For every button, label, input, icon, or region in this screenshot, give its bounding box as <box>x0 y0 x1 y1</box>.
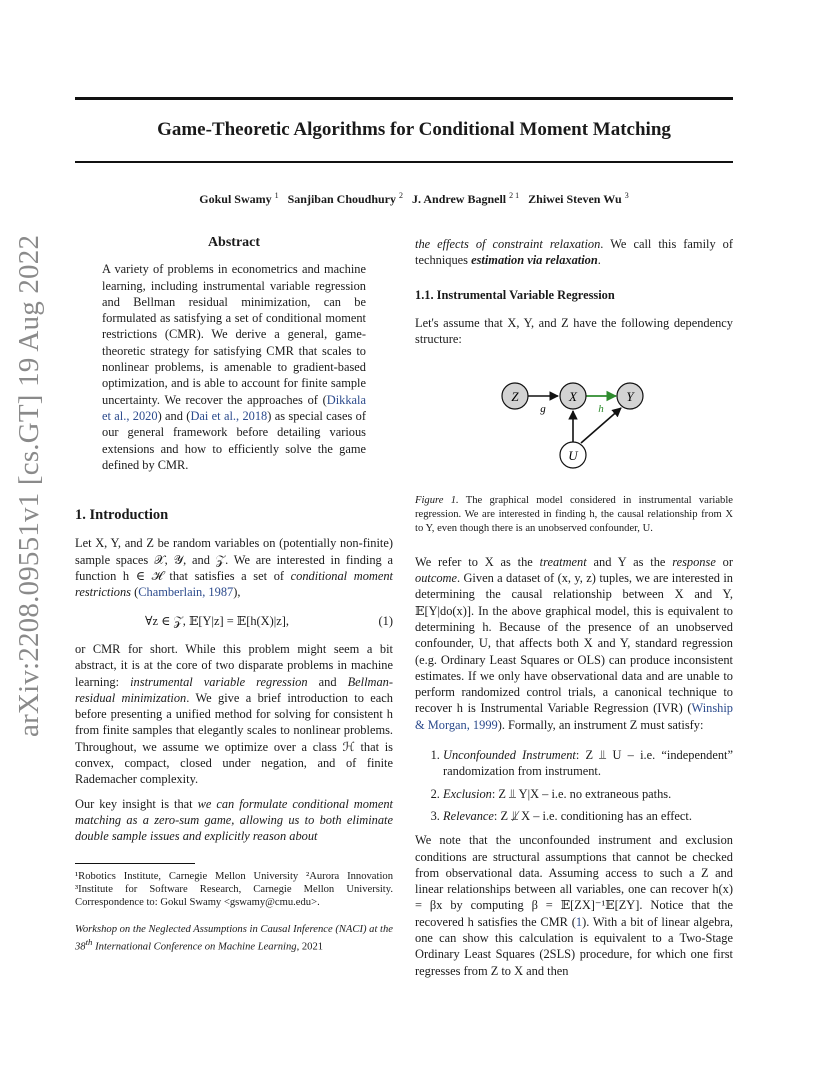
list-item <box>443 786 733 802</box>
author-affiliation-mark: 2 1 <box>509 191 520 200</box>
emphasis-text: response <box>672 554 716 569</box>
text-run: Our key insight is that <box>75 796 198 811</box>
list-item-term: Relevance <box>443 808 494 823</box>
abstract-text-part: A variety of problems in econometrics and machine learning, including instrumental variable regression and Bellman residual minimization, can be formulated as satisfying a set of conditional moment restrictions (CMR). We derive a general, game-theoretic strategy for satisfying CMR that scales to nonlinear problems, is amenable to gradient-based optimization, and is able to account for finite sample uncertainty. We recover the approaches of ( <box>102 262 366 407</box>
venue-text: International Conference on Machine Learning <box>92 941 297 953</box>
figure-caption <box>415 494 733 536</box>
text-run: ). Formally, an instrument Z must satisfy: <box>497 717 704 732</box>
abstract-text <box>102 261 366 473</box>
citation-link[interactable]: Chamberlain, 1987 <box>138 585 234 600</box>
author-affiliation-mark: 1 <box>274 191 279 200</box>
paper-title: Game-Theoretic Algorithms for Conditional Moment Matching <box>157 119 671 140</box>
affiliation-footnote: ¹Robotics Institute, Carnegie Mellon University ²Aurora Innovation ³Institute for Software Research, Carnegie Mellon University. Correspondence to: Gokul Swamy <gswamy@cmu.edu>. <box>75 870 393 908</box>
section-heading: 1. Introduction <box>75 507 169 524</box>
list-item-text: : Z ⫫ U – i.e. “independent” randomization from instrument. <box>443 748 733 779</box>
title-bottom-rule <box>75 161 733 163</box>
abstract-heading: Abstract <box>207 235 261 250</box>
text-run: and <box>307 674 348 689</box>
text-run: ( <box>131 585 139 600</box>
right-column <box>415 236 733 987</box>
caption-label: Figure 1. <box>415 494 459 506</box>
emphasis-text: conditional moment restrictions <box>75 569 393 600</box>
abstract-text-part: ) and ( <box>157 408 191 423</box>
node-u-label: U <box>568 448 578 464</box>
text-run: . <box>597 253 601 268</box>
author-name: J. Andrew Bagnell <box>412 192 507 206</box>
emphasis-text: treatment <box>539 554 587 569</box>
list-item-text: : Z ⫫̸ X – i.e. conditioning has an effect. <box>493 808 692 823</box>
equation-reference-link[interactable]: 1 <box>575 914 583 929</box>
strong-emphasis-text: estimation via relaxation <box>471 253 598 268</box>
text-run: . We give a brief introduction to each before presenting a unified method for solving for consistent h from finite samples that elegantly scales to nonlinear problems. Throughout, we assume we optimize over a class ℋ that is convex, compact, closed under negation, and of finite Rademacher complexity. <box>75 690 393 787</box>
text-run: or <box>715 554 733 569</box>
body-paragraph <box>415 554 733 733</box>
intro-paragraph <box>75 535 393 600</box>
footnote-rule <box>75 863 195 864</box>
author-affiliation-mark: 3 <box>624 191 629 200</box>
causal-graph-diagram <box>415 357 733 485</box>
text-run: Let X, Y, and Z be random variables on (potentially non-finite) sample spaces 𝒳, 𝒴, and 𝒵. We are interested in finding a function h ∈ ℋ that satisfies a set of <box>75 536 393 584</box>
node-x-label: X <box>569 389 577 405</box>
emphasis-text: instrumental variable regression <box>130 674 308 689</box>
node-y-label: Y <box>626 389 634 405</box>
intro-paragraph <box>75 641 393 788</box>
text-run: . Given a dataset of (x, y, z) tuples, we are interested in determining the causal relationship between X and Y, 𝔼[Y|do(x)]. In the above graphical model, this is equivalent to determining h. Because of the presence of an unobserved confounder, U, that affects both X and Y, standard regression (e.g. Ordinary Least Squares or OLS) can produce inconsistent estimates. If we only have observational data and are unable to perform randomized control trials, a canonical technique to recover h is Instrumental Variable Regression (IVR) ( <box>415 571 733 716</box>
intro-paragraph <box>75 796 393 845</box>
author-name: Zhiwei Steven Wu <box>528 192 622 206</box>
list-item-text: : Z ⫫ Y|X – i.e. no extraneous paths. <box>491 786 672 801</box>
author-name: Sanjiban Choudhury <box>287 192 397 206</box>
node-z-label: Z <box>511 389 519 405</box>
text-run: ). With a bit of linear algebra, one can show this calculation is equivalent to a Two-Stage Ordinary Least Squares (2SLS) procedure, for which one first regresses from Z to X and then <box>415 914 734 978</box>
venue-superscript: th <box>85 937 93 948</box>
emphasis-text: outcome <box>415 571 457 586</box>
citation-link[interactable]: Dai et al., 2018 <box>190 408 268 423</box>
venue-note <box>75 923 393 954</box>
subsection-heading: 1.1. Instrumental Variable Regression <box>415 287 615 302</box>
text-run: ), <box>233 585 241 600</box>
equation-number: (1) <box>378 613 393 628</box>
citation-link[interactable]: Dikkala et al., 2020 <box>102 392 366 423</box>
body-paragraph <box>415 236 733 269</box>
text-run: or CMR for short. While this problem might seem a bit abstract, it is at the core of two disparate problems in machine learning: <box>75 641 393 689</box>
author-list <box>0 191 828 207</box>
arxiv-stamp[interactable]: arXiv:2208.09551v1 [cs.GT] 19 Aug 2022 <box>13 234 45 737</box>
equation-body: ∀z ∈ 𝒵, 𝔼[Y|z] = 𝔼[h(X)|z], <box>145 613 289 628</box>
abstract-text-part: ) as special cases of our general framework before detailing various extensions and how to efficiently solve the game defined by CMR. <box>102 408 366 472</box>
instrument-conditions-list <box>415 747 733 824</box>
edge-h-label: h <box>598 403 604 416</box>
emphasis-text: we can formulate conditional moment matching as a zero-sum game, allowing us to both eliminate double sample issues and explicitly reason about <box>75 796 394 844</box>
emphasis-text: Bellman-residual minimization <box>75 674 393 705</box>
emphasis-text: the effects of constraint relaxation <box>415 237 601 251</box>
author-name: Gokul Swamy <box>199 192 272 206</box>
caption-text: The graphical model considered in instrumental variable regression. We are interested in finding h, the causal relationship from X to Y, even though there is an unobserved confounder, U. <box>415 494 733 534</box>
text-run: We note that the unconfounded instrument and exclusion conditions are structural assumptions that cannot be checked from observational data. Assuming access to such a Z and linear relationships between all variables, one can recover h(x) = βx by computing β = 𝔼[ZX]⁻¹𝔼[ZY]. Notice that the recovered h satisfies the CMR ( <box>415 833 733 929</box>
top-rule <box>75 97 733 100</box>
list-item-term: Unconfounded Instrument <box>443 748 576 763</box>
text-run: . We call this family of techniques <box>415 237 733 268</box>
left-column <box>75 235 393 954</box>
body-paragraph: Let's assume that X, Y, and Z have the following dependency structure: <box>415 315 733 347</box>
list-item <box>443 747 733 780</box>
author-affiliation-mark: 2 <box>399 191 404 200</box>
equation-1 <box>75 613 393 629</box>
body-paragraph <box>415 832 733 979</box>
edge-g-label: g <box>540 403 546 416</box>
venue-text: Workshop on the Neglected Assumptions in Causal Inference (NACI) at the 38 <box>75 924 393 953</box>
citation-link[interactable]: Winship & Morgan, 1999 <box>415 701 733 732</box>
text-run: We refer to X as the <box>415 554 540 569</box>
text-run: and Y as the <box>586 554 673 569</box>
list-item-term: Exclusion <box>443 786 492 801</box>
venue-year: , 2021 <box>296 941 324 953</box>
list-item <box>443 808 733 824</box>
